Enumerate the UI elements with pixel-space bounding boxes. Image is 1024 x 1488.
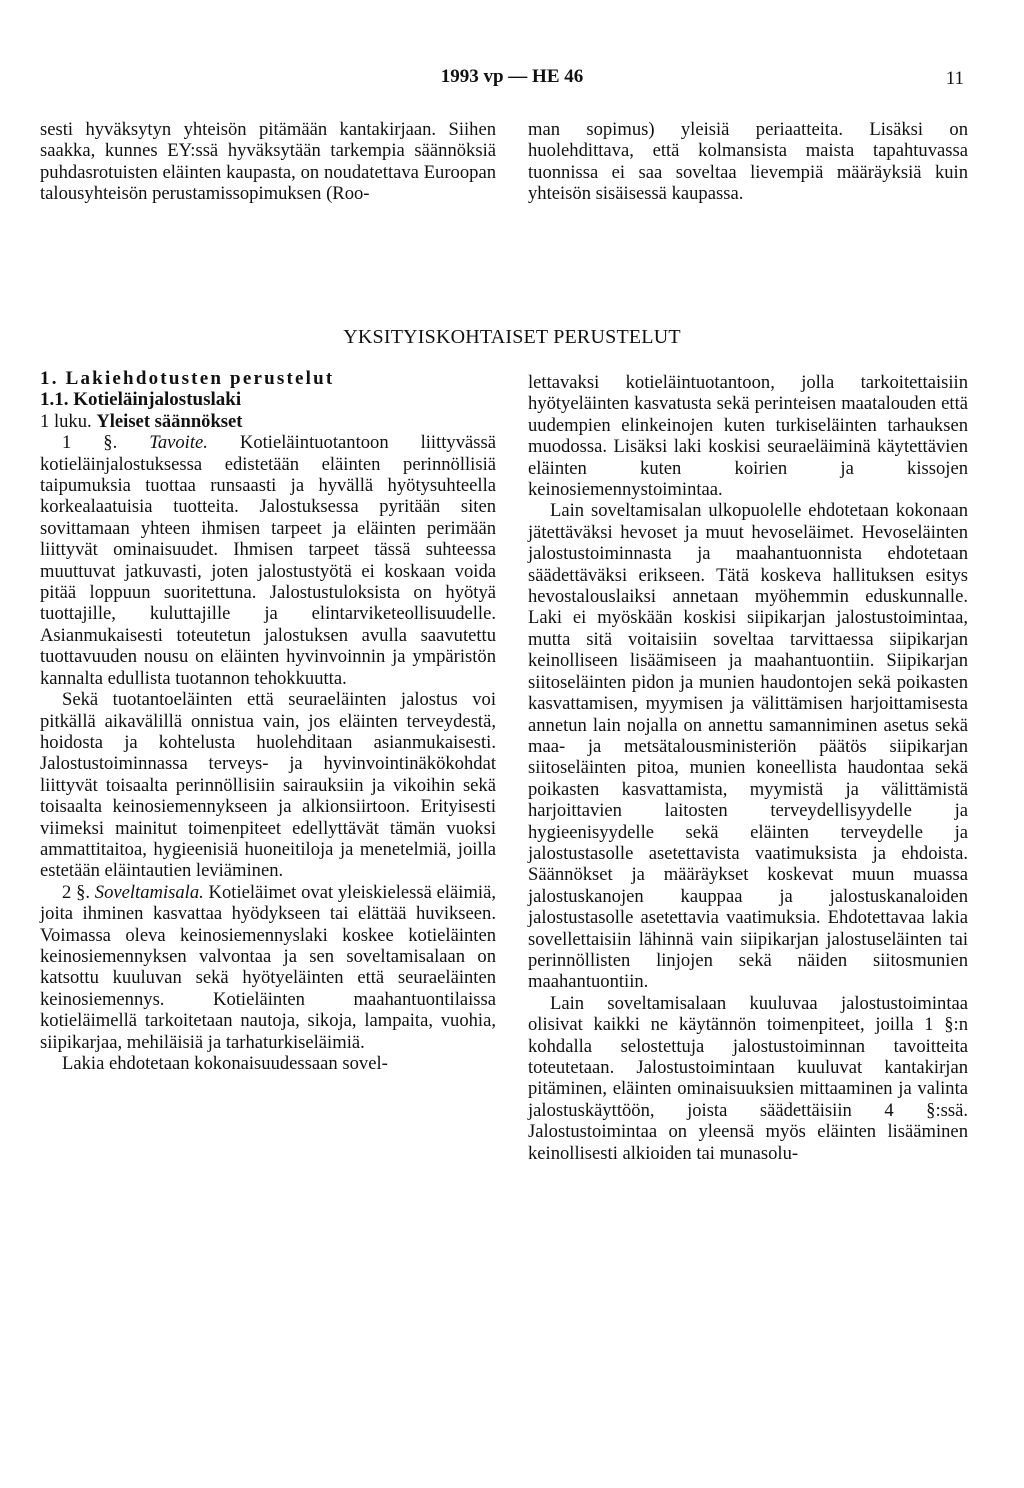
top-left-paragraph: sesti hyväksytyn yhteisön pitämään kantakirjaan. Siihen saakka, kunnes EY:ssä hyväksytään tarkempia säännöksiä puhdasrotuisten eläinten kaupasta, on noudatettava Euroopan talousyhteisön perustamissopimuksen (Roo- [40,119,496,205]
top-right-paragraph: man sopimus) yleisiä periaatteita. Lisäksi on huolehdittava, että kolmansista maista tapahtuvassa tuonnissa ei saa soveltaa lievempiä määräyksiä kuin yhteisön sisäisessä kaupassa. [528,119,968,205]
chapter-number: 1 luku. [40,410,92,432]
section-2-title: Soveltamisala. [94,881,204,903]
page-number: 11 [945,68,964,89]
top-right-column [528,119,968,205]
section-1-title: Tavoite. [149,432,208,454]
paragraph-soveltamisala [40,882,496,1053]
section-2-text: Kotieläimet ovat yleiskielessä eläimiä, joita ihminen kasvattaa hyödykseen tai elättää huvikseen. Voimassa oleva keinosiemennyslaki koskee kotieläinten keinosiemennyksen valvontaa ja sen soveltamisalaan on katsottu kuuluvan sekä hyötyeläinten että seuraeläinten keinosiemennys. Kotieläinten maahantuontilaissa kotieläimellä tarkoitetaan nautoja, sikoja, lampaita, vuohia, siipikarjaa, mehiläisiä ja tarhaturkiseläimiä. [40,881,496,1053]
paragraph-tavoite [40,432,496,689]
paragraph-lakia-ehdotetaan: Lakia ehdotetaan kokonaisuudessaan sovel- [62,1053,388,1074]
paragraph-ulkopuolelle: Lain soveltamisalan ulkopuolelle ehdotetaan kokonaan jätettäväksi hevoset ja muut hevoseläimet. Hevoseläinten jalostustoiminnasta ja maahantuonnista ehdotetaan säädettäväksi erikseen. Tätä koskeva hallituksen esitys hevostalouslaiksi annetaan myöhemmin eduskunnalle. Laki ei myöskään koskisi siipikarjan jalostustoimintaa, mutta sitä voitaisiin soveltaa tarvittaessa siipikarjan keinolliseen lisäämiseen ja maahantuontiin. Siipikarjan siitoseläinten pidon ja munien haudontojen sekä poikasten kasvattamisen, myymisen ja välittämisen harjoittamisesta annetun lain nojalla on annettu samanniminen asetus sekä maa- ja metsätalousministeriön päätös siipikarjan siitoseläinten pitoa, munien koneellista haudontaa sekä poikasten kasvattamista, myymistä ja välittämistä harjoittavien laitosten terveydellisyydelle ja hygieenisyydelle sekä eläinten terveydelle ja jalostustasolle asetettavista vaatimuksista ja ehdoista. Säännökset ja määräykset koskevat muun muassa jalostuskanojen kauppaa ja jalostuskanaloiden jalostustasolle asetettavia vaatimuksia. Ehdotettavaa lakia sovellettaisiin lähinnä vain siipikarjan jalostuseläinten tai perinnöllisten linjojen sekä näiden siitosmunien maahantuontiin. [528,500,968,993]
heading-lakiehdotusten-perustelut: 1. Lakiehdotusten perustelut [40,368,335,389]
paragraph-terveys: Sekä tuotantoeläinten että seuraeläinten jalostus voi pitkällä aikavälillä onnistua vain, jos eläinten terveydestä, hoidosta ja kohtelusta huolehditaan asianmukaisesti. Jalostustoiminnassa terveys- ja hyvinvointinäkökohdat liittyvät toisaalta perinnöllisiin sairauksiin ja vikoihin sekä toisaalta keinosiemennykseen ja alkionsiirtoon. Erityisesti viimeksi mainitut toimenpiteet edellyttävät tämän vuoksi ammattitaitoa, hygieenisiä huoneitiloja ja menetelmiä, joilla estetään eläintautien leviäminen. [40,689,496,882]
page-header [0,66,1024,96]
heading-kotielainjalostuslaki: 1.1. Kotieläinjalostuslaki [40,389,242,411]
top-left-column [40,119,496,205]
chapter-title: Yleiset säännökset [96,410,243,432]
section-title: YKSITYISKOHTAISET PERUSTELUT [343,326,681,348]
main-right-column [528,372,968,1164]
heading-chapter-1 [40,411,496,432]
paragraph-lettavaksi: lettavaksi kotieläintuotantoon, jolla tarkoitettaisiin hyötyeläinten kasvatusta sekä perinteisen maatalouden että uudempien elinkeinojen kuten turkiseläinten tarhauksen muodossa. Lisäksi laki koskisi seuraeläiminä käytettävien eläinten kuten koirien ja kissojen keinosiemennystoimintaa. [528,372,968,501]
section-2-number: 2 §. [62,881,91,903]
main-left-column [40,368,496,1074]
running-title: 1993 vp — HE 46 [440,66,584,87]
section-1-number: 1 §. [62,432,118,454]
section-1-text: Kotieläintuotantoon liittyvässä kotieläinjalostuksessa edistetään eläinten perinnöllisiä taipumuksia tuottaa runsaasti ja hyvällä hyötysuhteella korkealaatuisia tuotteita. Jalostuksessa pyritään siten sovittamaan yhteen ihmisen tarpeet ja eläinten perimään liittyvät ominaisuudet. Ihmisen tarpeet tässä suhteessa muuttuvat jatkuvasti, joten jalostustyötä ei koskaan voida pitää loppuun suoritettuna. Jalostustuloksista on hyötyä tuottajille, kuluttajille ja elintarviketeollisuudelle. Asianmukaisesti toteutetun jalostuksen avulla saavutettu tuottavuuden nousu on eläinten hyvinvoinnin ja ympäristön kannalta edullista tuotannon tehokkuutta. [40,432,497,689]
paragraph-jalostustoiminta: Lain soveltamisalaan kuuluvaa jalostustoimintaa olisivat kaikki ne käytännön toimenpiteet, joilla 1 §:n kohdalla selostettuja jalostustoiminnan tavoitteita toteutetaan. Jalostustoimintaan kuuluvat kantakirjan pitäminen, eläinten ominaisuuksien mittaaminen ja valinta jalostuskäyttöön, joista säädettäisiin 4 §:ssä. Jalostustoimintaa on yleensä myös eläinten lisääminen keinollisesti alkioiden tai munasolu- [528,992,968,1164]
